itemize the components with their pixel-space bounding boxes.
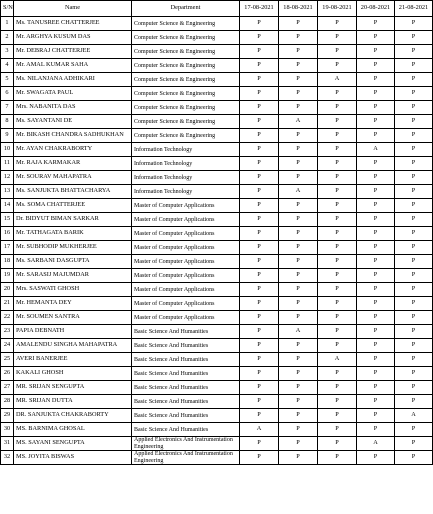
attendance-mark: P	[357, 269, 395, 283]
serial-number: 29	[1, 409, 14, 423]
department: Computer Science & Engineering	[132, 101, 240, 115]
serial-number: 25	[1, 353, 14, 367]
table-row	[1, 157, 433, 171]
attendance-mark: P	[279, 59, 318, 73]
department: Basic Science And Humanities	[132, 339, 240, 353]
table-row	[1, 115, 433, 129]
department: Computer Science & Engineering	[132, 45, 240, 59]
attendance-mark: P	[395, 311, 433, 325]
table-row	[1, 59, 433, 73]
serial-number: 18	[1, 255, 14, 269]
department: Information Technology	[132, 185, 240, 199]
department: Computer Science & Engineering	[132, 87, 240, 101]
serial-number: 9	[1, 129, 14, 143]
header-date: 20-08-2021	[357, 1, 395, 17]
attendance-mark: P	[395, 381, 433, 395]
attendance-mark: P	[357, 101, 395, 115]
table-row	[1, 171, 433, 185]
table-row	[1, 87, 433, 101]
attendance-mark: P	[318, 339, 357, 353]
department: Master of Computer Applications	[132, 241, 240, 255]
table-row	[1, 451, 433, 465]
attendance-mark: P	[318, 381, 357, 395]
person-name: Mr. HEMANTA DEY	[14, 297, 132, 311]
attendance-mark: P	[318, 241, 357, 255]
attendance-mark: P	[318, 297, 357, 311]
person-name: Mr. TATHAGATA BARIK	[14, 227, 132, 241]
attendance-mark: P	[240, 87, 279, 101]
attendance-mark: P	[279, 381, 318, 395]
person-name: AVERI BANERJEE	[14, 353, 132, 367]
attendance-mark: P	[357, 213, 395, 227]
attendance-mark: P	[279, 353, 318, 367]
table-row	[1, 283, 433, 297]
attendance-mark: P	[318, 269, 357, 283]
serial-number: 5	[1, 73, 14, 87]
attendance-mark: A	[357, 143, 395, 157]
serial-number: 22	[1, 311, 14, 325]
attendance-mark: P	[357, 339, 395, 353]
attendance-mark: P	[240, 381, 279, 395]
department: Information Technology	[132, 157, 240, 171]
attendance-mark: P	[318, 157, 357, 171]
attendance-mark: P	[395, 283, 433, 297]
serial-number: 23	[1, 325, 14, 339]
department: Master of Computer Applications	[132, 297, 240, 311]
attendance-mark: P	[357, 227, 395, 241]
person-name: Mr. SOUMEN SANTRA	[14, 311, 132, 325]
table-row	[1, 409, 433, 423]
department: Master of Computer Applications	[132, 283, 240, 297]
department: Computer Science & Engineering	[132, 129, 240, 143]
serial-number: 15	[1, 213, 14, 227]
department: Master of Computer Applications	[132, 199, 240, 213]
table-row	[1, 73, 433, 87]
attendance-mark: P	[240, 283, 279, 297]
attendance-mark: P	[395, 423, 433, 437]
attendance-mark: P	[318, 199, 357, 213]
department: Computer Science & Engineering	[132, 17, 240, 31]
attendance-mark: P	[395, 395, 433, 409]
serial-number: 26	[1, 367, 14, 381]
attendance-mark: P	[240, 213, 279, 227]
person-name: Ms. SARBANI DASGUPTA	[14, 255, 132, 269]
attendance-mark: P	[395, 31, 433, 45]
person-name: KAKALI GHOSH	[14, 367, 132, 381]
attendance-mark: P	[240, 325, 279, 339]
attendance-mark: P	[240, 73, 279, 87]
person-name: Ms. SOMA CHATTERJEE	[14, 199, 132, 213]
attendance-mark: P	[357, 115, 395, 129]
table-row	[1, 353, 433, 367]
attendance-mark: P	[357, 395, 395, 409]
attendance-mark: P	[357, 283, 395, 297]
attendance-mark: A	[318, 73, 357, 87]
serial-number: 8	[1, 115, 14, 129]
serial-number: 21	[1, 297, 14, 311]
attendance-mark: P	[318, 185, 357, 199]
person-name: MS. BARNIMA GHOSAL	[14, 423, 132, 437]
table-row	[1, 311, 433, 325]
serial-number: 24	[1, 339, 14, 353]
person-name: DR. SANJUKTA CHAKRABORTY	[14, 409, 132, 423]
table-row	[1, 199, 433, 213]
table-row	[1, 395, 433, 409]
person-name: AMALENDU SINGHA MAHAPATRA	[14, 339, 132, 353]
table-row	[1, 185, 433, 199]
person-name: MR. SRIJAN DUTTA	[14, 395, 132, 409]
attendance-mark: P	[240, 115, 279, 129]
attendance-mark: P	[357, 297, 395, 311]
person-name: Mrs. NABANITA DAS	[14, 101, 132, 115]
attendance-mark: P	[279, 227, 318, 241]
serial-number: 30	[1, 423, 14, 437]
attendance-mark: P	[357, 31, 395, 45]
attendance-mark: P	[318, 31, 357, 45]
attendance-mark: P	[357, 87, 395, 101]
attendance-mark: P	[240, 227, 279, 241]
attendance-mark: P	[357, 409, 395, 423]
table-row	[1, 241, 433, 255]
department: Basic Science And Humanities	[132, 367, 240, 381]
attendance-mark: P	[279, 297, 318, 311]
attendance-mark: P	[279, 409, 318, 423]
attendance-mark: P	[318, 129, 357, 143]
table-row	[1, 227, 433, 241]
serial-number: 19	[1, 269, 14, 283]
table-row	[1, 101, 433, 115]
table-row	[1, 45, 433, 59]
attendance-mark: P	[357, 325, 395, 339]
header-date: 19-08-2021	[318, 1, 357, 17]
person-name: Ms. NILANJANA ADHIKARI	[14, 73, 132, 87]
attendance-mark: P	[279, 157, 318, 171]
serial-number: 27	[1, 381, 14, 395]
attendance-mark: P	[279, 199, 318, 213]
attendance-mark: P	[240, 157, 279, 171]
table-row	[1, 143, 433, 157]
attendance-mark: P	[395, 87, 433, 101]
attendance-mark: P	[395, 213, 433, 227]
serial-number: 4	[1, 59, 14, 73]
attendance-mark: P	[279, 367, 318, 381]
attendance-mark: P	[395, 185, 433, 199]
person-name: MS. SAYANI SENGUPTA	[14, 437, 132, 451]
person-name: MS. JOYITA BISWAS	[14, 451, 132, 465]
table-row	[1, 269, 433, 283]
attendance-mark: P	[357, 423, 395, 437]
person-name: Mr. AYAN CHAKRABORTY	[14, 143, 132, 157]
attendance-mark: A	[279, 115, 318, 129]
department: Basic Science And Humanities	[132, 353, 240, 367]
attendance-mark: P	[318, 227, 357, 241]
attendance-mark: P	[240, 255, 279, 269]
attendance-mark: P	[395, 59, 433, 73]
attendance-mark: P	[318, 101, 357, 115]
person-name: Mr. DEBRAJ CHATTERJEE	[14, 45, 132, 59]
person-name: Mrs. SASWATI GHOSH	[14, 283, 132, 297]
attendance-mark: P	[240, 269, 279, 283]
attendance-mark: P	[395, 297, 433, 311]
attendance-mark: P	[395, 353, 433, 367]
attendance-mark: P	[395, 101, 433, 115]
person-name: Mr. BIKASH CHANDRA SADHUKHAN	[14, 129, 132, 143]
attendance-mark: P	[279, 311, 318, 325]
person-name: Mr. RAJA KARMAKAR	[14, 157, 132, 171]
attendance-mark: A	[318, 353, 357, 367]
person-name: Mr. SUBHODIP MUKHERJEE	[14, 241, 132, 255]
department: Master of Computer Applications	[132, 255, 240, 269]
attendance-mark: P	[318, 255, 357, 269]
serial-number: 14	[1, 199, 14, 213]
attendance-mark: P	[357, 185, 395, 199]
person-name: Mr. SWAGATA PAUL	[14, 87, 132, 101]
attendance-mark: P	[357, 45, 395, 59]
attendance-mark: P	[240, 17, 279, 31]
department: Master of Computer Applications	[132, 213, 240, 227]
serial-number: 10	[1, 143, 14, 157]
table-row	[1, 297, 433, 311]
attendance-mark: P	[395, 325, 433, 339]
attendance-mark: P	[395, 339, 433, 353]
attendance-mark: P	[279, 45, 318, 59]
header-department: Department	[132, 1, 240, 17]
serial-number: 2	[1, 31, 14, 45]
attendance-mark: P	[318, 59, 357, 73]
attendance-mark: P	[279, 437, 318, 451]
department: Computer Science & Engineering	[132, 115, 240, 129]
table-row	[1, 31, 433, 45]
attendance-mark: P	[395, 115, 433, 129]
attendance-mark: A	[240, 423, 279, 437]
attendance-mark: P	[395, 129, 433, 143]
attendance-mark: P	[318, 283, 357, 297]
department: Information Technology	[132, 171, 240, 185]
attendance-mark: P	[318, 213, 357, 227]
attendance-mark: P	[240, 437, 279, 451]
attendance-mark: P	[279, 17, 318, 31]
attendance-mark: P	[240, 171, 279, 185]
attendance-mark: P	[240, 339, 279, 353]
attendance-mark: P	[318, 87, 357, 101]
person-name: MR. SRIJAN SENGUPTA	[14, 381, 132, 395]
attendance-mark: P	[240, 199, 279, 213]
table-row	[1, 129, 433, 143]
attendance-mark: P	[240, 311, 279, 325]
attendance-mark: P	[357, 381, 395, 395]
attendance-mark: P	[395, 143, 433, 157]
person-name: Mr. SOURAV MAHAPATRA	[14, 171, 132, 185]
attendance-mark: P	[357, 171, 395, 185]
attendance-mark: P	[240, 101, 279, 115]
attendance-mark: P	[395, 157, 433, 171]
attendance-mark: P	[318, 17, 357, 31]
attendance-mark: P	[279, 143, 318, 157]
attendance-mark: P	[240, 129, 279, 143]
attendance-mark: P	[240, 45, 279, 59]
person-name: Mr. SARASIJ MAJUMDAR	[14, 269, 132, 283]
header-row	[1, 1, 433, 17]
attendance-mark: P	[395, 241, 433, 255]
attendance-mark: P	[279, 129, 318, 143]
attendance-mark: P	[395, 171, 433, 185]
department: Applied Electronics And Instrumentation Engineering	[132, 437, 240, 451]
header-date: 21-08-2021	[395, 1, 433, 17]
table-row	[1, 367, 433, 381]
serial-number: 16	[1, 227, 14, 241]
attendance-mark: P	[318, 395, 357, 409]
attendance-mark: P	[240, 353, 279, 367]
table-row	[1, 325, 433, 339]
department: Basic Science And Humanities	[132, 381, 240, 395]
department: Master of Computer Applications	[132, 311, 240, 325]
department: Master of Computer Applications	[132, 269, 240, 283]
attendance-mark: P	[279, 339, 318, 353]
person-name: Mr. ARGHYA KUSUM DAS	[14, 31, 132, 45]
department: Computer Science & Engineering	[132, 59, 240, 73]
table-row	[1, 339, 433, 353]
attendance-mark: P	[357, 59, 395, 73]
serial-number: 32	[1, 451, 14, 465]
attendance-mark: P	[279, 87, 318, 101]
attendance-mark: P	[318, 451, 357, 465]
department: Computer Science & Engineering	[132, 31, 240, 45]
attendance-mark: P	[318, 409, 357, 423]
attendance-mark: P	[318, 437, 357, 451]
attendance-mark: A	[279, 325, 318, 339]
attendance-mark: P	[395, 451, 433, 465]
department: Computer Science & Engineering	[132, 73, 240, 87]
serial-number: 7	[1, 101, 14, 115]
attendance-mark: P	[240, 395, 279, 409]
serial-number: 1	[1, 17, 14, 31]
department: Applied Electronics And Instrumentation Engineering	[132, 451, 240, 465]
attendance-mark: P	[279, 213, 318, 227]
attendance-mark: P	[279, 241, 318, 255]
department: Master of Computer Applications	[132, 227, 240, 241]
person-name: Ms. SAYANTANI DE	[14, 115, 132, 129]
attendance-mark: P	[318, 171, 357, 185]
department: Information Technology	[132, 143, 240, 157]
person-name: Ms. TANUSREE CHATTERJEE	[14, 17, 132, 31]
attendance-mark: P	[357, 311, 395, 325]
attendance-mark: A	[279, 185, 318, 199]
attendance-mark: P	[395, 45, 433, 59]
person-name: PAPIA DEBNATH	[14, 325, 132, 339]
attendance-mark: P	[357, 451, 395, 465]
attendance-mark: A	[357, 437, 395, 451]
attendance-mark: P	[357, 255, 395, 269]
table-row	[1, 17, 433, 31]
attendance-mark: P	[279, 171, 318, 185]
serial-number: 13	[1, 185, 14, 199]
attendance-mark: P	[318, 45, 357, 59]
header-sn: S/N	[1, 1, 14, 17]
department: Basic Science And Humanities	[132, 395, 240, 409]
attendance-mark: P	[395, 255, 433, 269]
attendance-mark: P	[240, 367, 279, 381]
attendance-mark: P	[357, 129, 395, 143]
department: Basic Science And Humanities	[132, 325, 240, 339]
attendance-mark: P	[279, 269, 318, 283]
attendance-mark: P	[240, 409, 279, 423]
attendance-mark: P	[395, 227, 433, 241]
department: Basic Science And Humanities	[132, 423, 240, 437]
attendance-mark: P	[318, 325, 357, 339]
attendance-mark: P	[357, 241, 395, 255]
attendance-mark: P	[279, 395, 318, 409]
person-name: Mr. AMAL KUMAR SAHA	[14, 59, 132, 73]
person-name: Dr. BIDYUT BIMAN SARKAR	[14, 213, 132, 227]
attendance-mark: P	[240, 297, 279, 311]
serial-number: 6	[1, 87, 14, 101]
attendance-mark: P	[318, 115, 357, 129]
attendance-mark: P	[279, 451, 318, 465]
attendance-mark: P	[318, 311, 357, 325]
attendance-mark: P	[240, 241, 279, 255]
attendance-mark: P	[279, 73, 318, 87]
department: Basic Science And Humanities	[132, 409, 240, 423]
attendance-mark: P	[357, 353, 395, 367]
attendance-mark: P	[240, 31, 279, 45]
attendance-mark: P	[318, 143, 357, 157]
attendance-mark: P	[318, 367, 357, 381]
attendance-mark: P	[395, 269, 433, 283]
attendance-mark: P	[240, 451, 279, 465]
attendance-mark: A	[395, 409, 433, 423]
attendance-mark: P	[357, 367, 395, 381]
header-name: Name	[14, 1, 132, 17]
attendance-mark: P	[357, 157, 395, 171]
table-row	[1, 255, 433, 269]
attendance-mark: P	[357, 17, 395, 31]
attendance-mark: P	[395, 437, 433, 451]
attendance-mark: P	[357, 73, 395, 87]
attendance-mark: P	[279, 101, 318, 115]
table-row	[1, 381, 433, 395]
table-row	[1, 437, 433, 451]
attendance-mark: P	[357, 199, 395, 213]
serial-number: 12	[1, 171, 14, 185]
attendance-mark: P	[279, 255, 318, 269]
table-row	[1, 423, 433, 437]
header-date: 18-08-2021	[279, 1, 318, 17]
attendance-mark: P	[279, 31, 318, 45]
table-row	[1, 213, 433, 227]
attendance-mark: P	[395, 199, 433, 213]
person-name: Ms. SANJUKTA BHATTACHARYA	[14, 185, 132, 199]
header-date: 17-08-2021	[240, 1, 279, 17]
attendance-mark: P	[395, 17, 433, 31]
serial-number: 20	[1, 283, 14, 297]
serial-number: 31	[1, 437, 14, 451]
serial-number: 17	[1, 241, 14, 255]
serial-number: 11	[1, 157, 14, 171]
attendance-mark: P	[395, 367, 433, 381]
attendance-mark: P	[279, 283, 318, 297]
attendance-mark: P	[395, 73, 433, 87]
serial-number: 3	[1, 45, 14, 59]
attendance-mark: P	[240, 143, 279, 157]
attendance-mark: P	[279, 423, 318, 437]
attendance-mark: P	[240, 59, 279, 73]
serial-number: 28	[1, 395, 14, 409]
attendance-mark: P	[318, 423, 357, 437]
attendance-mark: P	[240, 185, 279, 199]
